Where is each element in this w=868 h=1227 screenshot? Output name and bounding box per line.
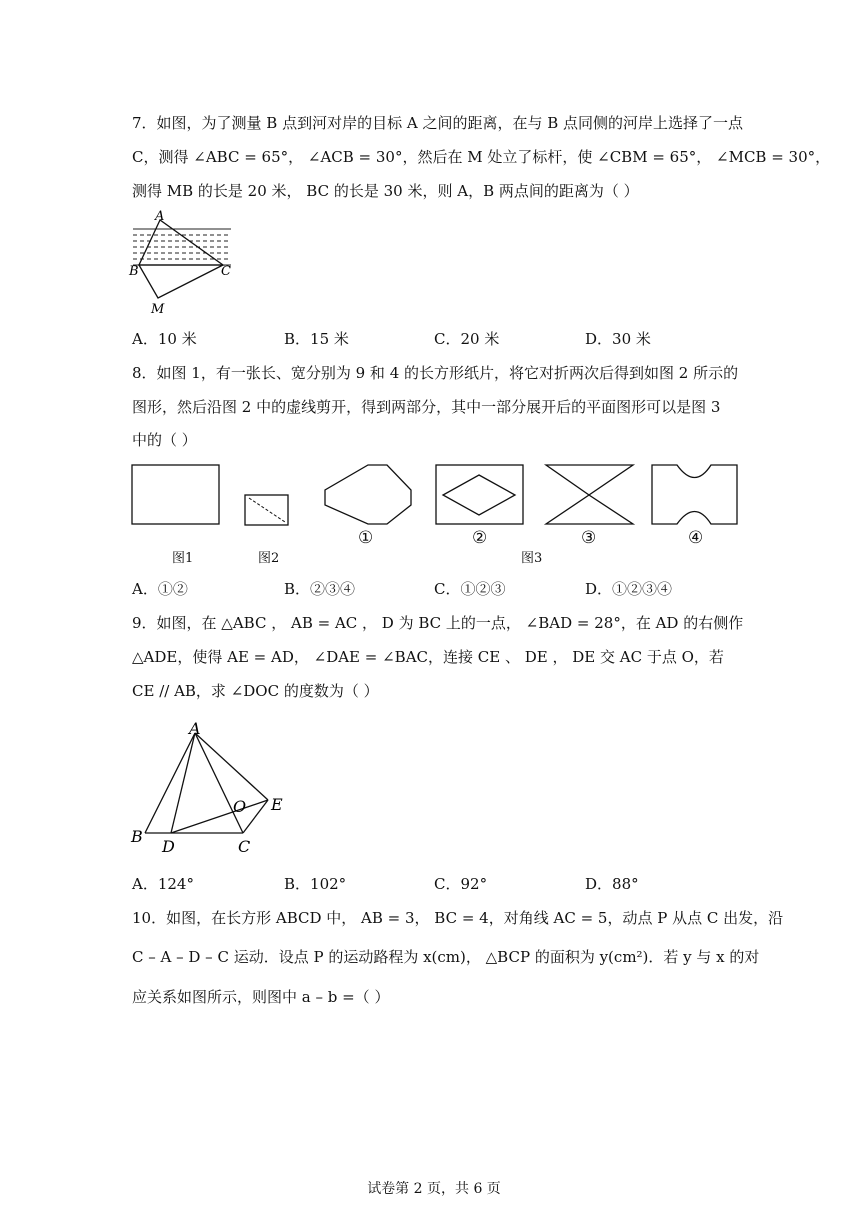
q9-option-b[interactable]: B．102° xyxy=(284,875,347,893)
q9-line-2: △ADE，使得 AE = AD， ∠DAE = ∠BAC，连接 CE 、 DE ， DE 交 AC 于点 O，若 xyxy=(132,648,724,666)
q8-option-c[interactable]: C．①②③ xyxy=(434,580,506,598)
q8-caption-fig2: 图2 xyxy=(258,551,280,566)
q9-line-3: CE // AB，求 ∠DOC 的度数为（ ） xyxy=(132,682,379,700)
q7-option-a[interactable]: A．10 米 xyxy=(132,330,197,348)
q7-label-B: B xyxy=(129,264,139,279)
page-footer: 试卷第 2 页，共 6 页 xyxy=(367,1181,501,1197)
q7-line-3: 测得 MB 的长是 20 米， BC 的长是 30 米，则 A，B 两点间的距离为（ ） xyxy=(132,182,639,200)
q8-caption-fig3: 图3 xyxy=(521,551,543,566)
q10-line-2: C – A – D – C 运动．设点 P 的运动路程为 x(cm)， △BCP 的面积为 y(cm²)．若 y 与 x 的对 xyxy=(132,948,760,966)
q10-line-3: 应关系如图所示，则图中 a – b =（ ） xyxy=(132,988,390,1006)
q8-line-3: 中的（ ） xyxy=(132,431,197,449)
q8-shape-2-inner xyxy=(443,475,515,515)
q8-caption-fig1: 图1 xyxy=(172,551,194,566)
q9-option-d[interactable]: D．88° xyxy=(585,875,639,893)
q8-shape-number-3: ③ xyxy=(581,528,597,548)
q9-label-E: E xyxy=(271,795,283,814)
q7-river-figure xyxy=(125,208,240,318)
q9-triangle-figure xyxy=(125,718,295,858)
q10-line-1: 10．如图，在长方形 ABCD 中， AB = 3， BC = 4，对角线 AC = 5，动点 P 从点 C 出发，沿 xyxy=(132,909,784,927)
q7-label-M: M xyxy=(151,302,165,317)
q9-option-c[interactable]: C．92° xyxy=(434,875,488,893)
q9-option-a[interactable]: A．124° xyxy=(132,875,194,893)
q9-label-A: A xyxy=(189,719,201,738)
q8-line-1: 8．如图 1，有一张长、宽分别为 9 和 4 的长方形纸片，将它对折两次后得到如图 2 所示的 xyxy=(132,364,739,382)
q7-option-c[interactable]: C．20 米 xyxy=(434,330,500,348)
q9-label-O: O xyxy=(233,797,247,816)
q8-option-d[interactable]: D．①②③④ xyxy=(585,580,673,598)
q8-fig1-rectangle xyxy=(132,465,219,524)
q8-shape-4 xyxy=(652,465,737,524)
q8-shape-number-4: ④ xyxy=(688,528,704,548)
q8-shape-1 xyxy=(325,465,411,524)
q9-line-1: 9．如图，在 △ABC ， AB = AC ， D 为 BC 上的一点， ∠BAD = 28°，在 AD 的右侧作 xyxy=(132,614,744,632)
q8-shape-3 xyxy=(546,465,633,524)
q7-line-1: 7．如图，为了测量 B 点到河对岸的目标 A 之间的距离，在与 B 点同侧的河岸上选择了一点 xyxy=(132,114,744,132)
q7-line-2: C，测得 ∠ABC = 65°， ∠ACB = 30°，然后在 M 处立了标杆，使 ∠CBM = 65°， ∠MCB = 30°， xyxy=(132,148,831,166)
q8-option-a[interactable]: A．①② xyxy=(132,580,188,598)
q9-label-C: C xyxy=(238,837,251,856)
q7-option-d[interactable]: D．30 米 xyxy=(585,330,651,348)
q8-line-2: 图形，然后沿图 2 中的虚线剪开，得到两部分，其中一部分展开后的平面图形可以是图 3 xyxy=(132,398,721,416)
q8-shape-number-2: ② xyxy=(472,528,488,548)
q8-figures xyxy=(125,458,745,533)
q8-shape-number-1: ① xyxy=(358,528,374,548)
q9-label-B: B xyxy=(131,827,143,846)
q7-option-b[interactable]: B．15 米 xyxy=(284,330,349,348)
q8-option-b[interactable]: B．②③④ xyxy=(284,580,356,598)
q9-label-D: D xyxy=(162,837,175,856)
q7-label-C: C xyxy=(221,264,231,279)
q7-label-A: A xyxy=(155,209,165,224)
